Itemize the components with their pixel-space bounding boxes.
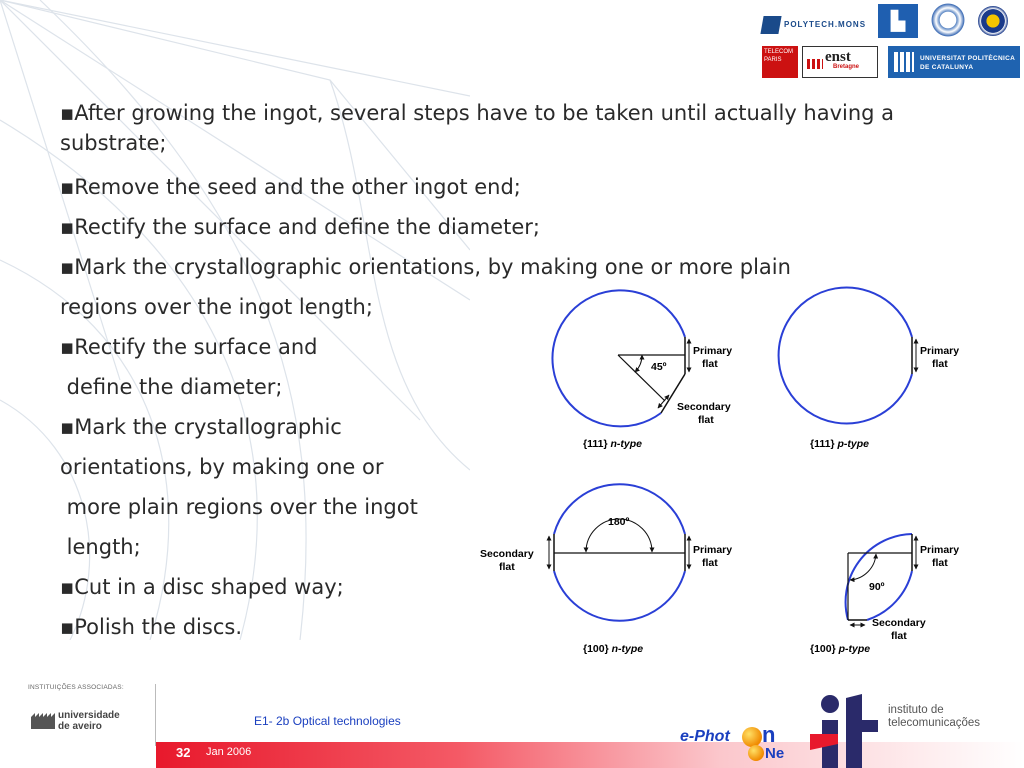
course-title: E1- 2b Optical technologies (254, 714, 401, 728)
angle-arc (635, 355, 642, 372)
acreo-mark-icon: ▙ (891, 11, 905, 31)
primary-flat-label: Primary (693, 345, 733, 357)
instituto-telecomunicacoes-icon (808, 694, 880, 768)
wafer-111-n-type (552, 290, 732, 450)
secondary-flat-label: Secondary (872, 617, 926, 629)
polytech-text: POLYTECH.MONS (784, 20, 867, 29)
ephoton-one-text (748, 745, 784, 762)
bullet-rectify-surface-2-cont: define the diameter; (60, 375, 283, 399)
wafer-outline (846, 534, 912, 620)
caption-type: n-type (610, 438, 642, 450)
caption (583, 643, 643, 655)
caption-orientation: {100} (583, 643, 612, 655)
it-line2: telecomunicações (888, 717, 981, 729)
bullet-mark-orientations-2-cont1: orientations, by making one or (60, 455, 384, 479)
polytech-mark-icon (760, 16, 781, 34)
slide-number: 32 (176, 745, 191, 760)
bullet-mark-orientations-2: ▪Mark the crystallographic (60, 415, 342, 439)
primary-flat-label-2: flat (702, 557, 718, 569)
secondary-flat-label-2: flat (698, 414, 714, 426)
university-aveiro-line2: de aveiro (58, 721, 102, 732)
wafer-outline (779, 288, 912, 424)
enst-text: enst (825, 49, 851, 65)
primary-flat-label-2: flat (932, 358, 948, 370)
instituto-telecomunicacoes-logo (888, 704, 980, 730)
secondary-flat-label: Secondary (480, 548, 534, 560)
upc-text: UNIVERSITAT POLITÈCNICA DE CATALUNYA (920, 55, 1015, 71)
university-seal-logo (928, 2, 968, 38)
caption-orientation: {111} (810, 438, 838, 450)
telecom-paris-logo (762, 46, 798, 78)
ephoton-text-n: n (762, 722, 776, 747)
bullet-rectify-surface: ▪Rectify the surface and define the diameter; (60, 215, 540, 239)
photon-ball-icon (742, 727, 762, 747)
primary-flat-label-2: flat (702, 358, 718, 370)
bullet-polish-discs: ▪Polish the discs. (60, 615, 242, 639)
caption (810, 438, 869, 450)
secondary-flat-label: Secondary (677, 401, 731, 413)
primary-flat-label: Primary (693, 544, 733, 556)
telecom-paris-text: TELECOM PARIS (764, 49, 794, 63)
enst-dots-icon (807, 59, 823, 69)
bullet-remove-seed: ▪Remove the seed and the other ingot end; (60, 175, 521, 199)
slide-date: Jan 2006 (206, 746, 252, 758)
ephoton-one-logo (680, 724, 800, 768)
angle-label: 180º (608, 516, 630, 528)
secondary-flat-label-2: flat (499, 561, 515, 573)
enst-bretagne-logo (802, 46, 878, 78)
wafer-100-n-type (480, 484, 732, 655)
bullet-mark-orientations-2-cont2: more plain regions over the ingot (60, 495, 418, 519)
associated-institutions (28, 680, 158, 760)
acreo-logo (878, 4, 918, 38)
primary-flat-label: Primary (920, 544, 960, 556)
ephoton-text: e-Phot (680, 728, 730, 745)
photon-ball-small-icon (748, 745, 764, 761)
caption (583, 438, 642, 450)
footer-divider (155, 684, 156, 746)
caption-orientation: {111} (583, 438, 611, 450)
it-line1: instituto de (888, 704, 944, 716)
partner-logos (760, 0, 1024, 82)
bullet-mark-orientations-cont: regions over the ingot length; (60, 295, 373, 319)
bullet-ingot-steps: ▪After growing the ingot, several steps have to be taken until actually having a substrate; (60, 101, 895, 155)
ephoton-one-suffix: Ne (765, 745, 785, 762)
secondary-flat-label-2: flat (891, 630, 907, 642)
bullet-cut-disc: ▪Cut in a disc shaped way; (60, 575, 344, 599)
wafer-111-p-type (779, 288, 960, 451)
primary-flat-label-2: flat (932, 557, 948, 569)
wafer-flats-diagram (470, 280, 990, 665)
university-aveiro-line1: universidade (58, 710, 120, 721)
bullet-mark-orientations-2-cont3: length; (60, 535, 141, 559)
caption-type: p-type (838, 643, 871, 655)
university-aveiro-logo (58, 710, 120, 732)
caption-orientation: {100} (810, 643, 839, 655)
polytech-mons-logo (760, 14, 872, 38)
caption-type: n-type (611, 643, 644, 655)
angle-label: 45º (651, 361, 667, 373)
university-aveiro-icon (30, 710, 56, 730)
bullet-mark-orientations: ▪Mark the crystallographic orientations, by making one or more plain (60, 255, 791, 279)
upc-mark-icon (894, 52, 914, 72)
institutions-label: INSTITUIÇÕES ASSOCIADAS: (28, 684, 124, 691)
caption-type: p-type (837, 438, 869, 450)
university-emblem-logo (978, 6, 1008, 36)
angle-label: 90º (869, 581, 885, 593)
bullet-rectify-surface-2: ▪Rectify the surface and (60, 335, 318, 359)
primary-flat-label: Primary (920, 345, 960, 357)
wafer-100-p-type (810, 534, 959, 655)
footer-bar (156, 742, 1024, 768)
upc-logo (888, 46, 1020, 78)
enst-sub-text: Bretagne (833, 64, 860, 70)
caption (810, 643, 870, 655)
